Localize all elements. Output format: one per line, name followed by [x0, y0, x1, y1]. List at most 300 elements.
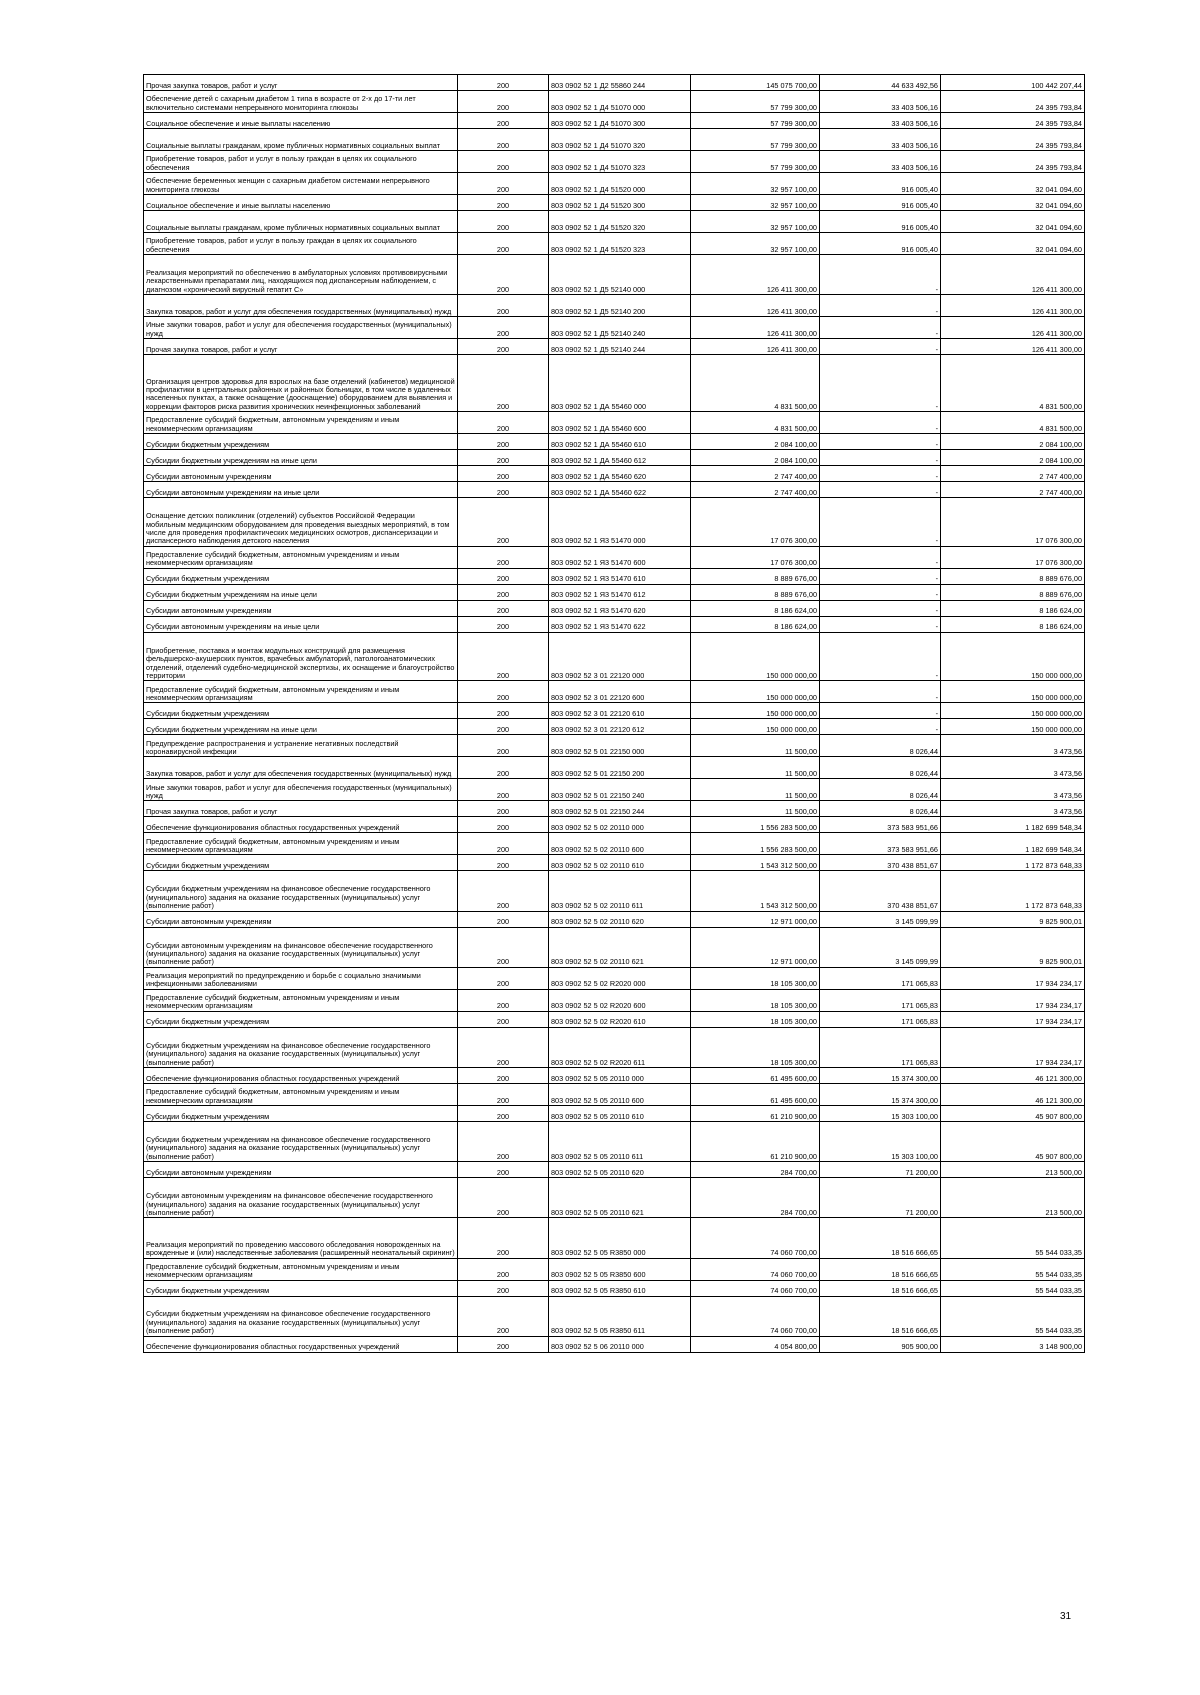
row-line-code-cell: 200 [458, 632, 549, 681]
row-name-cell: Иные закупки товаров, работ и услуг для обеспечения государственных (муниципальных) нужд [144, 317, 458, 339]
table-row [144, 719, 1085, 735]
table-row [144, 801, 1085, 817]
table-row [144, 911, 1085, 927]
table-row [144, 412, 1085, 434]
row-executed-amount-cell: - [820, 546, 941, 568]
row-name-cell: Субсидии бюджетным учреждениям [144, 568, 458, 584]
row-budget-classification-cell: 803 0902 52 1 Д2 55860 244 [549, 75, 691, 91]
row-executed-amount-cell: 916 005,40 [820, 195, 941, 211]
row-line-code-cell: 200 [458, 681, 549, 703]
row-executed-amount-cell: 373 583 951,66 [820, 833, 941, 855]
row-name-cell: Субсидии бюджетным учреждениям [144, 1011, 458, 1027]
row-budget-classification-cell: 803 0902 52 5 05 R3850 610 [549, 1280, 691, 1296]
row-line-code-cell: 200 [458, 871, 549, 911]
row-name-cell: Предоставление субсидий бюджетным, автономным учреждениям и иным некоммерческим организациям [144, 833, 458, 855]
row-line-code-cell: 200 [458, 434, 549, 450]
row-executed-amount-cell: 373 583 951,66 [820, 817, 941, 833]
row-line-code-cell: 200 [458, 989, 549, 1011]
row-budget-classification-cell: 803 0902 52 1 ДА 55460 622 [549, 482, 691, 498]
row-name-cell: Предоставление субсидий бюджетным, автономным учреждениям и иным некоммерческим организациям [144, 412, 458, 434]
table-row [144, 779, 1085, 801]
row-budget-classification-cell: 803 0902 52 5 01 22150 244 [549, 801, 691, 817]
row-line-code-cell: 200 [458, 195, 549, 211]
table-row [144, 450, 1085, 466]
row-name-cell: Обеспечение детей с сахарным диабетом 1 типа в возрасте от 2-х до 17-ти лет включительно системами непрерывного мониторинга глюкозы [144, 91, 458, 113]
row-approved-amount-cell: 11 500,00 [691, 735, 820, 757]
row-budget-classification-cell: 803 0902 52 5 05 20110 621 [549, 1178, 691, 1218]
row-unexecuted-amount-cell: 4 831 500,00 [941, 355, 1085, 412]
row-unexecuted-amount-cell: 55 544 033,35 [941, 1280, 1085, 1296]
row-line-code-cell: 200 [458, 1296, 549, 1336]
row-budget-classification-cell: 803 0902 52 5 02 R2020 610 [549, 1011, 691, 1027]
row-line-code-cell: 200 [458, 129, 549, 151]
table-row [144, 616, 1085, 632]
row-line-code-cell: 200 [458, 757, 549, 779]
row-name-cell: Социальное обеспечение и иные выплаты населению [144, 195, 458, 211]
row-unexecuted-amount-cell: 55 544 033,35 [941, 1258, 1085, 1280]
row-budget-classification-cell: 803 0902 52 1 Я3 51470 620 [549, 600, 691, 616]
table-row [144, 989, 1085, 1011]
row-executed-amount-cell: 8 026,44 [820, 801, 941, 817]
row-line-code-cell: 200 [458, 91, 549, 113]
row-budget-classification-cell: 803 0902 52 1 Д4 51520 300 [549, 195, 691, 211]
row-line-code-cell: 200 [458, 255, 549, 295]
table-row [144, 817, 1085, 833]
row-line-code-cell: 200 [458, 1218, 549, 1258]
row-executed-amount-cell: 18 516 666,65 [820, 1258, 941, 1280]
row-name-cell: Реализация мероприятий по обеспечению в амбулаторных условиях противовирусными лекарственными препаратами лиц, находящихся под диспансерным наблюдением, с диагнозом «хронический вирусный гепатит С» [144, 255, 458, 295]
row-executed-amount-cell: 33 403 506,16 [820, 91, 941, 113]
row-budget-classification-cell: 803 0902 52 3 01 22120 610 [549, 703, 691, 719]
row-budget-classification-cell: 803 0902 52 1 Д4 51520 323 [549, 233, 691, 255]
row-approved-amount-cell: 1 556 283 500,00 [691, 817, 820, 833]
table-row [144, 584, 1085, 600]
row-name-cell: Предоставление субсидий бюджетным, автономным учреждениям и иным некоммерческим организациям [144, 989, 458, 1011]
row-name-cell: Субсидии бюджетным учреждениям на иные цели [144, 450, 458, 466]
row-executed-amount-cell: 33 403 506,16 [820, 113, 941, 129]
row-budget-classification-cell: 803 0902 52 5 01 22150 000 [549, 735, 691, 757]
row-budget-classification-cell: 803 0902 52 1 ДА 55460 600 [549, 412, 691, 434]
table-row [144, 113, 1085, 129]
row-executed-amount-cell: - [820, 600, 941, 616]
row-name-cell: Иные закупки товаров, работ и услуг для обеспечения государственных (муниципальных) нужд [144, 779, 458, 801]
row-approved-amount-cell: 126 411 300,00 [691, 255, 820, 295]
row-line-code-cell: 200 [458, 967, 549, 989]
row-approved-amount-cell: 150 000 000,00 [691, 632, 820, 681]
row-line-code-cell: 200 [458, 75, 549, 91]
row-executed-amount-cell: - [820, 466, 941, 482]
table-row [144, 927, 1085, 967]
row-name-cell: Приобретение товаров, работ и услуг в пользу граждан в целях их социального обеспечения [144, 233, 458, 255]
row-budget-classification-cell: 803 0902 52 5 05 20110 611 [549, 1121, 691, 1161]
row-unexecuted-amount-cell: 8 889 676,00 [941, 584, 1085, 600]
row-executed-amount-cell: - [820, 616, 941, 632]
row-name-cell: Закупка товаров, работ и услуг для обеспечения государственных (муниципальных) нужд [144, 295, 458, 317]
row-executed-amount-cell: - [820, 450, 941, 466]
row-unexecuted-amount-cell: 17 934 234,17 [941, 1011, 1085, 1027]
table-row [144, 173, 1085, 195]
row-unexecuted-amount-cell: 8 889 676,00 [941, 568, 1085, 584]
row-approved-amount-cell: 18 105 300,00 [691, 1027, 820, 1067]
row-budget-classification-cell: 803 0902 52 5 05 R3850 611 [549, 1296, 691, 1336]
row-executed-amount-cell: 8 026,44 [820, 735, 941, 757]
row-executed-amount-cell: 18 516 666,65 [820, 1296, 941, 1336]
row-name-cell: Субсидии бюджетным учреждениям на финансовое обеспечение государственного (муниципального) задания на оказание государственных (муниципальных) услуг (выполнение работ) [144, 1296, 458, 1336]
row-approved-amount-cell: 32 957 100,00 [691, 173, 820, 195]
row-executed-amount-cell: 8 026,44 [820, 757, 941, 779]
row-line-code-cell: 200 [458, 498, 549, 547]
table-row [144, 600, 1085, 616]
row-budget-classification-cell: 803 0902 52 1 Д4 51070 323 [549, 151, 691, 173]
row-approved-amount-cell: 57 799 300,00 [691, 129, 820, 151]
table-row [144, 233, 1085, 255]
row-approved-amount-cell: 150 000 000,00 [691, 719, 820, 735]
row-executed-amount-cell: - [820, 719, 941, 735]
row-unexecuted-amount-cell: 55 544 033,35 [941, 1218, 1085, 1258]
row-line-code-cell: 200 [458, 1178, 549, 1218]
row-executed-amount-cell: 905 900,00 [820, 1336, 941, 1352]
row-name-cell: Обеспечение функционирования областных государственных учреждений [144, 817, 458, 833]
table-row [144, 339, 1085, 355]
row-name-cell: Субсидии бюджетным учреждениям [144, 1105, 458, 1121]
row-budget-classification-cell: 803 0902 52 5 02 R2020 000 [549, 967, 691, 989]
row-approved-amount-cell: 126 411 300,00 [691, 295, 820, 317]
row-name-cell: Субсидии автономным учреждениям на иные цели [144, 616, 458, 632]
row-unexecuted-amount-cell: 17 934 234,17 [941, 967, 1085, 989]
row-unexecuted-amount-cell: 1 172 873 648,33 [941, 855, 1085, 871]
row-name-cell: Субсидии автономным учреждениям на финансовое обеспечение государственного (муниципального) задания на оказание государственных (муниципальных) услуг (выполнение работ) [144, 1178, 458, 1218]
row-budget-classification-cell: 803 0902 52 1 ДА 55460 612 [549, 450, 691, 466]
table-row [144, 129, 1085, 151]
row-unexecuted-amount-cell: 17 934 234,17 [941, 1027, 1085, 1067]
row-line-code-cell: 200 [458, 703, 549, 719]
row-approved-amount-cell: 8 186 624,00 [691, 616, 820, 632]
row-approved-amount-cell: 2 084 100,00 [691, 450, 820, 466]
row-line-code-cell: 200 [458, 719, 549, 735]
row-line-code-cell: 200 [458, 339, 549, 355]
row-budget-classification-cell: 803 0902 52 1 Я3 51470 610 [549, 568, 691, 584]
row-executed-amount-cell: - [820, 255, 941, 295]
row-budget-classification-cell: 803 0902 52 1 Я3 51470 600 [549, 546, 691, 568]
row-unexecuted-amount-cell: 8 186 624,00 [941, 616, 1085, 632]
row-budget-classification-cell: 803 0902 52 5 06 20110 000 [549, 1336, 691, 1352]
row-line-code-cell: 200 [458, 450, 549, 466]
table-row [144, 568, 1085, 584]
row-executed-amount-cell: - [820, 584, 941, 600]
row-approved-amount-cell: 18 105 300,00 [691, 989, 820, 1011]
row-executed-amount-cell: - [820, 632, 941, 681]
row-name-cell: Субсидии бюджетным учреждениям [144, 1280, 458, 1296]
table-row [144, 211, 1085, 233]
row-approved-amount-cell: 57 799 300,00 [691, 151, 820, 173]
row-name-cell: Предоставление субсидий бюджетным, автономным учреждениям и иным некоммерческим организациям [144, 1258, 458, 1280]
row-executed-amount-cell: 3 145 099,99 [820, 911, 941, 927]
row-budget-classification-cell: 803 0902 52 5 05 20110 000 [549, 1067, 691, 1083]
row-unexecuted-amount-cell: 150 000 000,00 [941, 681, 1085, 703]
row-unexecuted-amount-cell: 46 121 300,00 [941, 1067, 1085, 1083]
row-budget-classification-cell: 803 0902 52 1 Д5 52140 200 [549, 295, 691, 317]
row-executed-amount-cell: - [820, 412, 941, 434]
row-unexecuted-amount-cell: 1 182 699 548,34 [941, 833, 1085, 855]
row-executed-amount-cell: - [820, 355, 941, 412]
row-name-cell: Обеспечение беременных женщин с сахарным диабетом системами непрерывного мониторинга глюкозы [144, 173, 458, 195]
table-row [144, 434, 1085, 450]
row-approved-amount-cell: 74 060 700,00 [691, 1218, 820, 1258]
table-row [144, 1178, 1085, 1218]
row-budget-classification-cell: 803 0902 52 5 05 R3850 600 [549, 1258, 691, 1280]
row-name-cell: Прочая закупка товаров, работ и услуг [144, 339, 458, 355]
row-line-code-cell: 200 [458, 113, 549, 129]
row-unexecuted-amount-cell: 1 172 873 648,33 [941, 871, 1085, 911]
row-line-code-cell: 200 [458, 779, 549, 801]
table-row [144, 91, 1085, 113]
row-name-cell: Субсидии автономным учреждениям на иные цели [144, 482, 458, 498]
row-executed-amount-cell: 370 438 851,67 [820, 855, 941, 871]
row-line-code-cell: 200 [458, 584, 549, 600]
row-budget-classification-cell: 803 0902 52 1 Я3 51470 000 [549, 498, 691, 547]
row-line-code-cell: 200 [458, 412, 549, 434]
row-approved-amount-cell: 126 411 300,00 [691, 317, 820, 339]
table-row [144, 1011, 1085, 1027]
row-budget-classification-cell: 803 0902 52 1 Д4 51070 300 [549, 113, 691, 129]
table-row [144, 632, 1085, 681]
table-row [144, 703, 1085, 719]
row-budget-classification-cell: 803 0902 52 5 02 20110 611 [549, 871, 691, 911]
row-unexecuted-amount-cell: 150 000 000,00 [941, 632, 1085, 681]
row-unexecuted-amount-cell: 3 473,56 [941, 801, 1085, 817]
table-row [144, 1162, 1085, 1178]
row-budget-classification-cell: 803 0902 52 1 Я3 51470 612 [549, 584, 691, 600]
row-approved-amount-cell: 32 957 100,00 [691, 195, 820, 211]
row-line-code-cell: 200 [458, 1083, 549, 1105]
row-budget-classification-cell: 803 0902 52 3 01 22120 612 [549, 719, 691, 735]
table-row [144, 295, 1085, 317]
row-executed-amount-cell: 171 065,83 [820, 967, 941, 989]
row-line-code-cell: 200 [458, 355, 549, 412]
row-unexecuted-amount-cell: 3 148 900,00 [941, 1336, 1085, 1352]
row-budget-classification-cell: 803 0902 52 5 02 R2020 600 [549, 989, 691, 1011]
row-approved-amount-cell: 74 060 700,00 [691, 1296, 820, 1336]
row-approved-amount-cell: 8 889 676,00 [691, 584, 820, 600]
row-approved-amount-cell: 284 700,00 [691, 1162, 820, 1178]
table-row [144, 833, 1085, 855]
row-approved-amount-cell: 8 186 624,00 [691, 600, 820, 616]
row-approved-amount-cell: 4 831 500,00 [691, 412, 820, 434]
row-unexecuted-amount-cell: 8 186 624,00 [941, 600, 1085, 616]
table-row [144, 1067, 1085, 1083]
row-approved-amount-cell: 150 000 000,00 [691, 703, 820, 719]
row-budget-classification-cell: 803 0902 52 5 02 20110 610 [549, 855, 691, 871]
table-row [144, 1296, 1085, 1336]
row-unexecuted-amount-cell: 2 084 100,00 [941, 434, 1085, 450]
row-name-cell: Приобретение, поставка и монтаж модульных конструкций для размещения фельдшерско-акушерских пунктов, врачебных амбулаторий, патологоанатомических отделений, отделений судебно-медицинской экспертизы, их оснащение и благоустройство территории [144, 632, 458, 681]
row-line-code-cell: 200 [458, 1258, 549, 1280]
row-name-cell: Социальные выплаты гражданам, кроме публичных нормативных социальных выплат [144, 211, 458, 233]
row-unexecuted-amount-cell: 9 825 900,01 [941, 911, 1085, 927]
row-approved-amount-cell: 17 076 300,00 [691, 546, 820, 568]
row-unexecuted-amount-cell: 24 395 793,84 [941, 151, 1085, 173]
row-unexecuted-amount-cell: 3 473,56 [941, 757, 1085, 779]
row-executed-amount-cell: - [820, 434, 941, 450]
row-unexecuted-amount-cell: 24 395 793,84 [941, 129, 1085, 151]
row-unexecuted-amount-cell: 3 473,56 [941, 779, 1085, 801]
row-approved-amount-cell: 32 957 100,00 [691, 233, 820, 255]
page-number: 31 [1060, 1611, 1072, 1622]
row-budget-classification-cell: 803 0902 52 1 ДА 55460 620 [549, 466, 691, 482]
row-executed-amount-cell: - [820, 703, 941, 719]
row-name-cell: Субсидии бюджетным учреждениям на финансовое обеспечение государственного (муниципального) задания на оказание государственных (муниципальных) услуг (выполнение работ) [144, 1121, 458, 1161]
row-name-cell: Субсидии автономным учреждениям на финансовое обеспечение государственного (муниципального) задания на оказание государственных (муниципальных) услуг (выполнение работ) [144, 927, 458, 967]
row-executed-amount-cell: 171 065,83 [820, 1011, 941, 1027]
table-row [144, 1336, 1085, 1352]
row-name-cell: Субсидии бюджетным учреждениям на финансовое обеспечение государственного (муниципального) задания на оказание государственных (муниципальных) услуг (выполнение работ) [144, 871, 458, 911]
row-budget-classification-cell: 803 0902 52 5 02 R2020 611 [549, 1027, 691, 1067]
row-executed-amount-cell: 15 303 100,00 [820, 1121, 941, 1161]
row-line-code-cell: 200 [458, 482, 549, 498]
row-budget-classification-cell: 803 0902 52 1 Д4 51070 320 [549, 129, 691, 151]
row-line-code-cell: 200 [458, 833, 549, 855]
row-unexecuted-amount-cell: 4 831 500,00 [941, 412, 1085, 434]
table-row [144, 757, 1085, 779]
row-line-code-cell: 200 [458, 546, 549, 568]
row-executed-amount-cell: 916 005,40 [820, 173, 941, 195]
row-unexecuted-amount-cell: 32 041 094,60 [941, 233, 1085, 255]
row-name-cell: Обеспечение функционирования областных государственных учреждений [144, 1067, 458, 1083]
row-name-cell: Предоставление субсидий бюджетным, автономным учреждениям и иным некоммерческим организациям [144, 546, 458, 568]
row-line-code-cell: 200 [458, 927, 549, 967]
table-row [144, 1218, 1085, 1258]
row-name-cell: Предупреждение распространения и устранение негативных последствий коронавирусной инфекции [144, 735, 458, 757]
row-name-cell: Предоставление субсидий бюджетным, автономным учреждениям и иным некоммерческим организациям [144, 1083, 458, 1105]
row-budget-classification-cell: 803 0902 52 5 01 22150 200 [549, 757, 691, 779]
table-row [144, 317, 1085, 339]
table-row [144, 681, 1085, 703]
row-budget-classification-cell: 803 0902 52 1 Д4 51520 320 [549, 211, 691, 233]
table-row [144, 75, 1085, 91]
table-row [144, 871, 1085, 911]
row-name-cell: Субсидии бюджетным учреждениям [144, 855, 458, 871]
row-approved-amount-cell: 57 799 300,00 [691, 113, 820, 129]
row-executed-amount-cell: - [820, 339, 941, 355]
row-name-cell: Субсидии бюджетным учреждениям на иные цели [144, 719, 458, 735]
row-line-code-cell: 200 [458, 855, 549, 871]
row-approved-amount-cell: 1 543 312 500,00 [691, 855, 820, 871]
row-executed-amount-cell: 15 374 300,00 [820, 1083, 941, 1105]
row-budget-classification-cell: 803 0902 52 1 Д5 52140 240 [549, 317, 691, 339]
row-approved-amount-cell: 284 700,00 [691, 1178, 820, 1218]
row-name-cell: Социальные выплаты гражданам, кроме публичных нормативных социальных выплат [144, 129, 458, 151]
row-approved-amount-cell: 61 495 600,00 [691, 1083, 820, 1105]
row-name-cell: Субсидии бюджетным учреждениям [144, 703, 458, 719]
row-budget-classification-cell: 803 0902 52 5 05 20110 620 [549, 1162, 691, 1178]
row-line-code-cell: 200 [458, 173, 549, 195]
row-executed-amount-cell: 916 005,40 [820, 211, 941, 233]
row-name-cell: Оснащение детских поликлиник (отделений) субъектов Российской Федерации мобильным медицинским оборудованием для проведения выездных мероприятий, в том числе для проведения профилактических медицинских осмотров, диспансеризации и диспансерного наблюдения детского населения [144, 498, 458, 547]
row-line-code-cell: 200 [458, 1067, 549, 1083]
row-approved-amount-cell: 1 543 312 500,00 [691, 871, 820, 911]
row-unexecuted-amount-cell: 213 500,00 [941, 1178, 1085, 1218]
row-unexecuted-amount-cell: 2 084 100,00 [941, 450, 1085, 466]
row-approved-amount-cell: 2 747 400,00 [691, 482, 820, 498]
row-approved-amount-cell: 18 105 300,00 [691, 1011, 820, 1027]
table-row [144, 1105, 1085, 1121]
row-name-cell: Субсидии автономным учреждениям [144, 600, 458, 616]
row-approved-amount-cell: 11 500,00 [691, 757, 820, 779]
table-row [144, 466, 1085, 482]
row-budget-classification-cell: 803 0902 52 1 Я3 51470 622 [549, 616, 691, 632]
table-row [144, 735, 1085, 757]
row-approved-amount-cell: 4 054 800,00 [691, 1336, 820, 1352]
table-row [144, 1280, 1085, 1296]
row-budget-classification-cell: 803 0902 52 3 01 22120 000 [549, 632, 691, 681]
row-executed-amount-cell: - [820, 568, 941, 584]
row-unexecuted-amount-cell: 2 747 400,00 [941, 466, 1085, 482]
row-executed-amount-cell: 15 374 300,00 [820, 1067, 941, 1083]
row-approved-amount-cell: 74 060 700,00 [691, 1280, 820, 1296]
row-unexecuted-amount-cell: 126 411 300,00 [941, 317, 1085, 339]
row-line-code-cell: 200 [458, 616, 549, 632]
row-budget-classification-cell: 803 0902 52 1 ДА 55460 000 [549, 355, 691, 412]
row-budget-classification-cell: 803 0902 52 5 05 20110 600 [549, 1083, 691, 1105]
row-executed-amount-cell: 15 303 100,00 [820, 1105, 941, 1121]
budget-table-body [144, 75, 1085, 1353]
row-unexecuted-amount-cell: 46 121 300,00 [941, 1083, 1085, 1105]
row-approved-amount-cell: 61 495 600,00 [691, 1067, 820, 1083]
row-unexecuted-amount-cell: 126 411 300,00 [941, 295, 1085, 317]
row-executed-amount-cell: - [820, 295, 941, 317]
row-budget-classification-cell: 803 0902 52 5 05 R3850 000 [549, 1218, 691, 1258]
row-unexecuted-amount-cell: 32 041 094,60 [941, 211, 1085, 233]
row-executed-amount-cell: - [820, 498, 941, 547]
row-unexecuted-amount-cell: 32 041 094,60 [941, 173, 1085, 195]
row-name-cell: Прочая закупка товаров, работ и услуг [144, 801, 458, 817]
row-unexecuted-amount-cell: 9 825 900,01 [941, 927, 1085, 967]
row-executed-amount-cell: 33 403 506,16 [820, 129, 941, 151]
row-name-cell: Субсидии бюджетным учреждениям [144, 434, 458, 450]
row-approved-amount-cell: 74 060 700,00 [691, 1258, 820, 1280]
budget-document [143, 74, 1084, 1353]
row-line-code-cell: 200 [458, 600, 549, 616]
row-unexecuted-amount-cell: 213 500,00 [941, 1162, 1085, 1178]
row-line-code-cell: 200 [458, 466, 549, 482]
row-name-cell: Приобретение товаров, работ и услуг в пользу граждан в целях их социального обеспечения [144, 151, 458, 173]
row-line-code-cell: 200 [458, 1105, 549, 1121]
row-approved-amount-cell: 11 500,00 [691, 801, 820, 817]
row-budget-classification-cell: 803 0902 52 1 ДА 55460 610 [549, 434, 691, 450]
row-approved-amount-cell: 11 500,00 [691, 779, 820, 801]
row-line-code-cell: 200 [458, 211, 549, 233]
row-name-cell: Субсидии бюджетным учреждениям на финансовое обеспечение государственного (муниципального) задания на оказание государственных (муниципальных) услуг (выполнение работ) [144, 1027, 458, 1067]
row-name-cell: Организация центров здоровья для взрослых на базе отделений (кабинетов) медицинской профилактики в центральных районных и районных больницах, в том числе в удаленных населенных пунктах, а также оснащение (дооснащение) оборудованием для выявления и коррекции факторов риска развития хронических неинфекционных заболеваний [144, 355, 458, 412]
row-line-code-cell: 200 [458, 1027, 549, 1067]
row-line-code-cell: 200 [458, 735, 549, 757]
row-approved-amount-cell: 150 000 000,00 [691, 681, 820, 703]
row-line-code-cell: 200 [458, 233, 549, 255]
row-unexecuted-amount-cell: 17 076 300,00 [941, 546, 1085, 568]
row-unexecuted-amount-cell: 45 907 800,00 [941, 1121, 1085, 1161]
table-row [144, 1121, 1085, 1161]
row-line-code-cell: 200 [458, 317, 549, 339]
row-approved-amount-cell: 2 084 100,00 [691, 434, 820, 450]
row-approved-amount-cell: 32 957 100,00 [691, 211, 820, 233]
row-name-cell: Субсидии автономным учреждениям [144, 1162, 458, 1178]
row-unexecuted-amount-cell: 100 442 207,44 [941, 75, 1085, 91]
row-executed-amount-cell: 171 065,83 [820, 989, 941, 1011]
row-budget-classification-cell: 803 0902 52 1 Д5 52140 244 [549, 339, 691, 355]
row-approved-amount-cell: 8 889 676,00 [691, 568, 820, 584]
row-name-cell: Предоставление субсидий бюджетным, автономным учреждениям и иным некоммерческим организациям [144, 681, 458, 703]
row-approved-amount-cell: 1 556 283 500,00 [691, 833, 820, 855]
